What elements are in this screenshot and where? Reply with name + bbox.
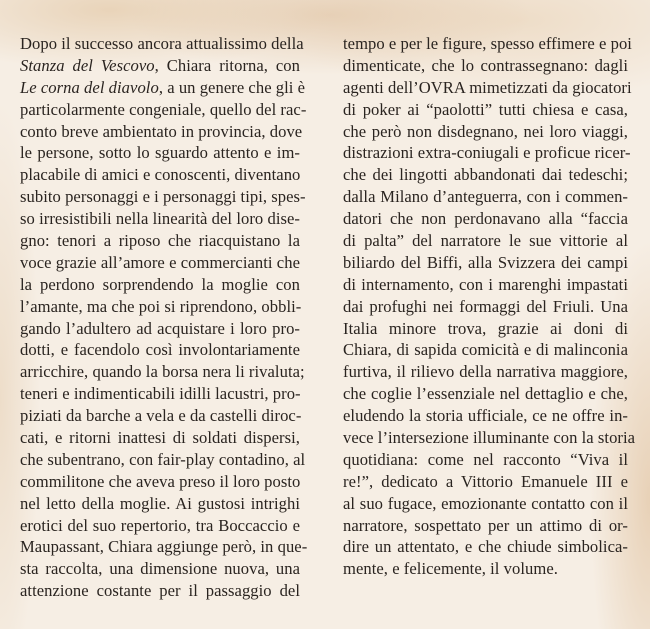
text-line bbox=[343, 339, 628, 361]
text-line bbox=[20, 536, 308, 558]
text-segment: di internamento, con i marenghi impastati bbox=[343, 274, 628, 294]
text-segment: la perdono sorprendendo la moglie con bbox=[20, 274, 300, 294]
text-line bbox=[20, 361, 305, 383]
text-segment: che però non disdegnano, nei loro viaggi, bbox=[343, 121, 628, 141]
text-segment: subito personaggi e i personaggi tipi, spes- bbox=[20, 187, 306, 207]
text-segment: placabile di amici e conoscenti, diventano bbox=[20, 165, 301, 185]
text-line bbox=[20, 208, 300, 230]
text-segment: conto breve ambientato in provincia, dove bbox=[20, 121, 303, 141]
text-segment: narratore, sospettato per un attimo di or- bbox=[343, 515, 628, 535]
text-line bbox=[343, 361, 628, 383]
text-line bbox=[343, 142, 631, 164]
text-line bbox=[343, 164, 628, 186]
text-segment: teneri e indimenticabili idilli lacustri, pro- bbox=[20, 384, 301, 404]
text-segment: di palta” del narratore le sue vittorie al bbox=[343, 231, 628, 251]
text-line bbox=[343, 296, 628, 318]
text-line bbox=[343, 230, 628, 252]
text-line bbox=[343, 77, 632, 99]
text-line bbox=[20, 252, 300, 274]
text-segment: l’amante, ma che poi si riprendono, obbli- bbox=[20, 296, 302, 316]
text-segment: vece l’intersezione illuminante con la storia bbox=[343, 428, 636, 448]
text-segment: gando l’adultero ad acquistare i loro pro- bbox=[20, 318, 300, 338]
text-line bbox=[343, 427, 636, 449]
text-line bbox=[20, 99, 307, 121]
text-line bbox=[343, 55, 628, 77]
text-line bbox=[343, 449, 628, 471]
text-line bbox=[343, 274, 628, 296]
left-column bbox=[20, 33, 308, 602]
text-line bbox=[343, 252, 628, 274]
text-line bbox=[20, 580, 300, 602]
text-segment: tempo e per le figure, spesso effimere e poi bbox=[343, 34, 632, 53]
text-line bbox=[343, 405, 628, 427]
text-segment: dire un attentato, e che chiude simbolica- bbox=[343, 537, 628, 557]
text-line bbox=[20, 186, 306, 208]
text-segment: nel letto della moglie. Ai gustosi intrighi bbox=[20, 493, 300, 513]
text-line bbox=[20, 318, 300, 340]
text-segment: biliardo del Biffi, alla Svizzera dei campi bbox=[343, 252, 628, 272]
text-segment: che dei lingotti abbandonati dai tedeschi; bbox=[343, 165, 628, 185]
text-segment: dimenticate, che lo contrassegnano: dagli bbox=[343, 55, 628, 75]
text-line bbox=[20, 405, 300, 427]
text-segment: quotidiana: come nel racconto “Viva il bbox=[343, 449, 628, 469]
text-line bbox=[20, 558, 300, 580]
text-segment: dalla Milano d’anteguerra, con i commen- bbox=[343, 187, 628, 207]
text-segment: di poker ai “paolotti” tutti chiesa e casa, bbox=[343, 99, 628, 119]
text-line bbox=[343, 318, 628, 340]
text-line bbox=[20, 77, 306, 99]
text-segment: agenti dell’OVRA mimetizzati da giocatori bbox=[343, 77, 632, 97]
book-title-italic: Le corna del diavolo bbox=[20, 77, 159, 97]
text-segment: voce grazie all’amore e commercianti che bbox=[20, 252, 300, 272]
text-segment: che coglie l’essenziale nel dettaglio e che, bbox=[343, 384, 628, 404]
text-line bbox=[20, 493, 300, 515]
text-line bbox=[343, 383, 628, 405]
text-segment: Chiara, di sapida comicità e di malinconia bbox=[343, 340, 628, 360]
text-line bbox=[20, 142, 300, 164]
text-line bbox=[343, 536, 628, 558]
text-line bbox=[20, 427, 300, 449]
text-line bbox=[20, 55, 300, 77]
text-segment: mente, e felicemente, il volume. bbox=[343, 559, 558, 579]
text-segment: gno: tenori a riposo che riacquistano la bbox=[20, 231, 300, 251]
text-segment: Dopo il successo ancora attualissimo della bbox=[20, 34, 304, 53]
text-segment: particolarmente congeniale, quello del rac- bbox=[20, 99, 307, 119]
right-column bbox=[343, 33, 636, 580]
text-segment: sta raccolta, una dimensione nuova, una bbox=[20, 559, 300, 579]
text-segment: so irresistibili nella linearità del loro dise- bbox=[20, 209, 300, 229]
text-segment: commilitone che aveva preso il loro posto bbox=[20, 471, 301, 491]
text-segment: furtiva, il rilievo della narrativa maggiore, bbox=[343, 362, 628, 382]
text-segment: , a un genere che gli è bbox=[158, 77, 306, 97]
text-segment: dotti, e facendolo così involontariamente bbox=[20, 340, 300, 360]
text-line bbox=[20, 296, 300, 318]
text-line bbox=[343, 493, 628, 515]
text-line bbox=[343, 99, 628, 121]
text-line bbox=[20, 164, 300, 186]
text-segment: Italia minore trova, grazie ai doni di bbox=[343, 318, 628, 338]
text-segment: che subentrano, con fair-play contadino, al bbox=[20, 449, 306, 469]
text-segment: , Chiara ritorna, con bbox=[154, 55, 301, 75]
text-line bbox=[20, 230, 300, 252]
text-segment: attenzione costante per il passaggio del bbox=[20, 581, 300, 601]
text-line bbox=[20, 515, 300, 537]
text-line bbox=[20, 33, 304, 55]
text-segment: erotici del suo repertorio, tra Boccaccio e bbox=[20, 515, 300, 535]
text-line bbox=[20, 471, 300, 493]
text-segment: cati, e ritorni inattesi di soldati dispersi, bbox=[20, 428, 300, 448]
text-line bbox=[20, 121, 303, 143]
text-segment: distrazioni extra-coniugali e proficue ricer- bbox=[343, 143, 631, 163]
text-segment: le persone, sotto lo sguardo attento e im- bbox=[20, 143, 300, 163]
text-line bbox=[20, 449, 306, 471]
text-line bbox=[20, 274, 300, 296]
text-line bbox=[343, 558, 628, 580]
text-line bbox=[343, 33, 632, 55]
book-title-italic: Stanza del Vescovo bbox=[20, 55, 155, 75]
text-segment: al suo fugace, emozionante contatto con il bbox=[343, 493, 628, 513]
text-segment: datori che non perdonavano alla “faccia bbox=[343, 209, 628, 229]
text-segment: Maupassant, Chiara aggiunge però, in que- bbox=[20, 537, 308, 557]
text-line bbox=[343, 186, 628, 208]
text-line bbox=[343, 208, 628, 230]
text-line bbox=[20, 339, 300, 361]
text-line bbox=[343, 515, 628, 537]
text-segment: dai profughi nei formaggi del Friuli. Una bbox=[343, 296, 628, 316]
text-segment: re!”, dedicato a Vittorio Emanuele III e bbox=[343, 471, 628, 491]
text-segment: eludendo la storia ufficiale, ce ne offre in- bbox=[343, 406, 628, 426]
text-line bbox=[20, 383, 300, 405]
text-line bbox=[343, 471, 628, 493]
text-segment: arricchire, quando la borsa nera li rivaluta; bbox=[20, 362, 305, 382]
text-line bbox=[343, 121, 628, 143]
text-segment: piziati da barche a vela e da castelli diroc- bbox=[20, 406, 302, 426]
